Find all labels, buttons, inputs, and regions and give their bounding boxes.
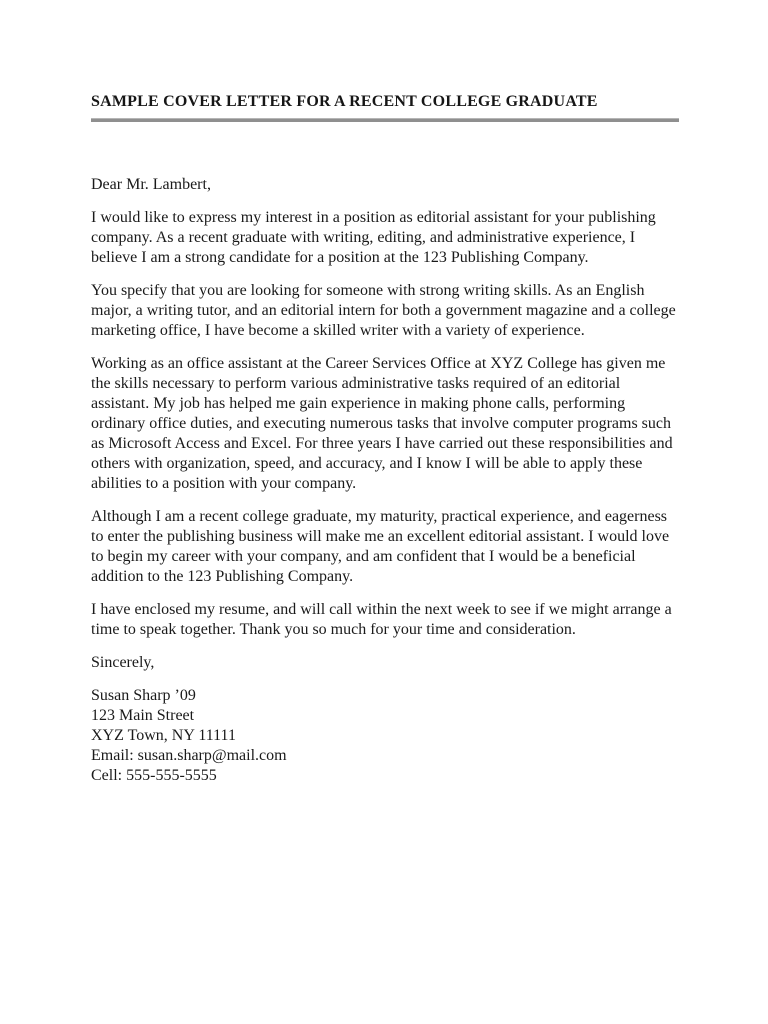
paragraph-experience: Working as an office assistant at the Career Services Office at XYZ College has given me the skills necessary to perform various administrative tasks required of an editorial assistant. My job has helped me gain experience in making phone calls, performing ordinary office duties, and executing numerous tasks that involve computer programs such as Microsoft Access and Excel. For three years I have carried out these responsibilities and others with organization, speed, and accuracy, and I know I will be able to apply these abilities to a position with your company.	[91, 355, 673, 492]
paragraph-intro: I would like to express my interest in a position as editorial assistant for your publishing company. As a recent graduate with writing, editing, and administrative experience, I believe I am a strong candidate for a position at the 123 Publishing Company.	[91, 209, 656, 266]
signature-block	[91, 686, 679, 786]
signature-street: 123 Main Street	[91, 707, 195, 724]
signature-name: Susan Sharp ’09	[91, 687, 196, 704]
paragraph-followup: I have enclosed my resume, and will call within the next week to see if we might arrange a time to speak together. Thank you so much for your time and consideration.	[91, 601, 672, 638]
salutation: Dear Mr. Lambert,	[91, 176, 211, 193]
paragraph-skills: You specify that you are looking for someone with strong writing skills. As an English major, a writing tutor, and an editorial intern for both a government magazine and a college marketing office, I have become a skilled writer with a variety of experience.	[91, 282, 676, 339]
signature-email: Email: susan.sharp@mail.com	[91, 747, 287, 764]
title-divider	[91, 118, 679, 122]
closing: Sincerely,	[91, 654, 155, 671]
paragraph-fit: Although I am a recent college graduate, my maturity, practical experience, and eagerness to enter the publishing business will make me an excellent editorial assistant. I would love to begin my career with your company, and am confident that I would be a beneficial addition to the 123 Publishing Company.	[91, 508, 670, 585]
cover-letter	[91, 92, 679, 786]
signature-phone: Cell: 555-555-5555	[91, 767, 217, 784]
signature-city: XYZ Town, NY 11111	[91, 727, 236, 744]
document-title: SAMPLE COVER LETTER FOR A RECENT COLLEGE GRADUATE	[91, 93, 598, 110]
